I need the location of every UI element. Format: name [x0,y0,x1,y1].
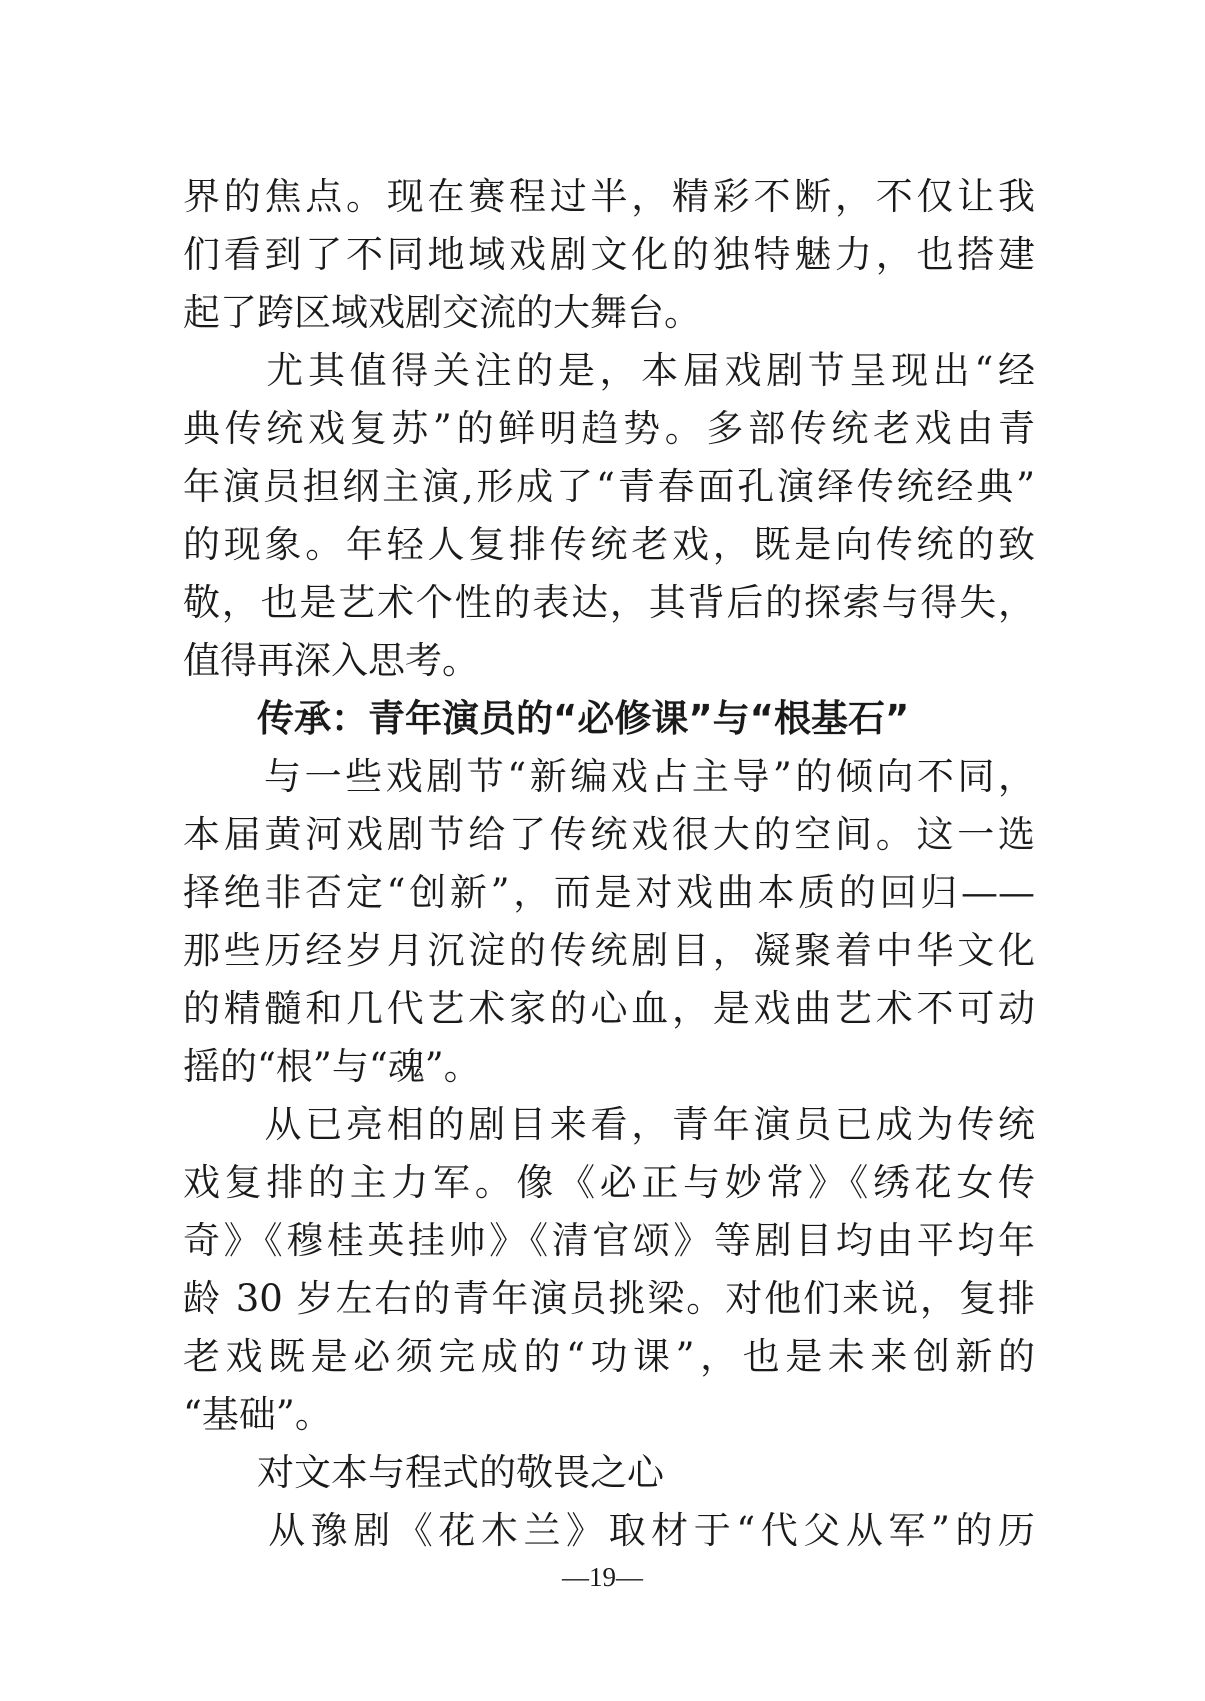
body-line: 尤其值得关注的是，本届戏剧节呈现出“经 [183,349,1035,392]
subsection-heading: 对文本与程式的敬畏之心 [183,1451,664,1494]
body-line: 的精髓和几代艺术家的心血，是戏曲艺术不可动 [183,987,1035,1030]
body-line: 择绝非否定“创新”，而是对戏曲本质的回归—— [183,871,1035,914]
body-line: 老戏既是必须完成的“功课”，也是未来创新的 [183,1335,1035,1378]
page-number: —19— [562,1562,643,1592]
body-line: 典传统戏复苏”的鲜明趋势。多部传统老戏由青 [183,407,1035,450]
body-line: 摇的“根”与“魂”。 [183,1045,481,1088]
article-body [183,168,1035,1560]
body-line: 从已亮相的剧目来看，青年演员已成为传统 [183,1103,1035,1146]
section-heading: 传承：青年演员的“必修课”与“根基石” [183,697,910,740]
body-line: 敬，也是艺术个性的表达，其背后的探索与得失， [183,581,1035,624]
body-line: 那些历经岁月沉淀的传统剧目，凝聚着中华文化 [183,929,1035,972]
body-line: 的现象。年轻人复排传统老戏，既是向传统的致 [183,523,1035,566]
body-line: 本届黄河戏剧节给了传统戏很大的空间。这一选 [183,813,1035,856]
body-line: 们看到了不同地域戏剧文化的独特魅力，也搭建 [183,233,1035,276]
body-line: 与一些戏剧节“新编戏占主导”的倾向不同， [183,755,1035,798]
body-line: 年演员担纲主演,形成了“青春面孔演绎传统经典” [183,465,1035,508]
body-line: 值得再深入思考。 [183,639,479,682]
body-line: “基础”。 [183,1393,332,1436]
body-line: 界的焦点。现在赛程过半，精彩不断，不仅让我 [183,175,1035,218]
body-line: 奇》《穆桂英挂帅》《清官颂》等剧目均由平均年 [183,1219,1035,1262]
body-line: 从豫剧《花木兰》取材于“代父从军”的历 [183,1509,1035,1552]
body-line: 戏复排的主力军。像《必正与妙常》《绣花女传 [183,1161,1035,1204]
body-line: 起了跨区域戏剧交流的大舞台。 [183,291,701,334]
body-line: 龄 30 岁左右的青年演员挑梁。对他们来说，复排 [183,1277,1035,1320]
